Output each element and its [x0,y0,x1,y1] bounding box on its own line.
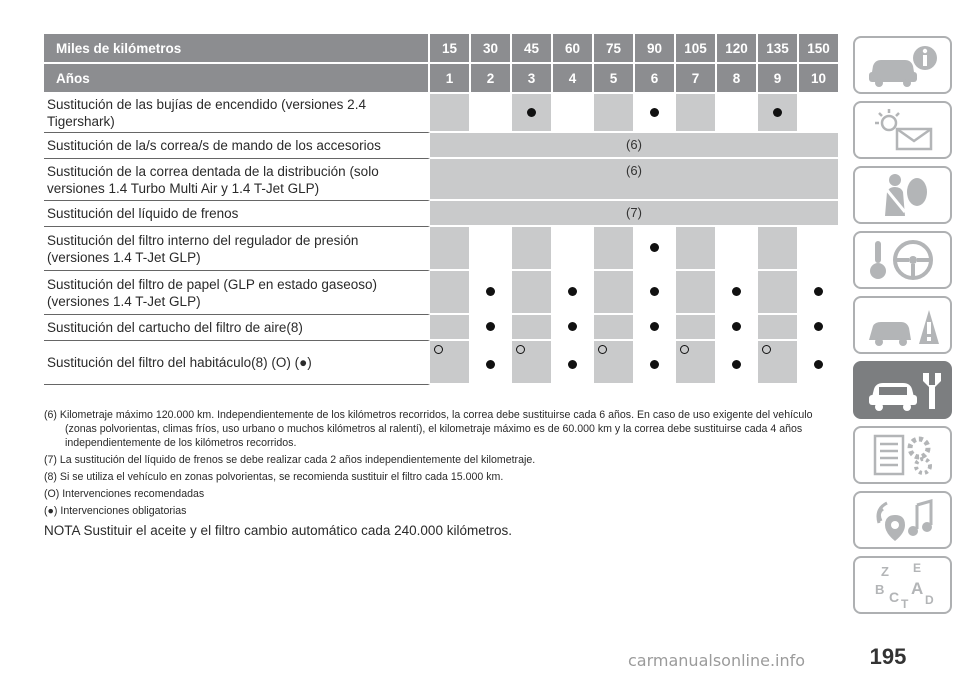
multimedia-icon [861,495,945,545]
header-kilometers-value: 150 [799,34,840,64]
header-kilometers-label: Miles de kilómetros [44,34,430,64]
schedule-cell [553,271,594,315]
tab-car-info[interactable] [853,36,952,94]
accident-triangle-icon [861,300,945,350]
header-kilometers-value: 105 [676,34,717,64]
header-years [44,64,840,94]
schedule-cell [717,271,758,315]
mandatory-dot-icon [773,108,782,117]
schedule-cell [717,94,758,133]
schedule-cell [553,341,594,385]
mandatory-dot-icon [814,322,823,331]
header-years-value: 1 [430,64,471,94]
schedule-cell [758,227,799,271]
index-letter: D [924,593,934,607]
interval-note-ref: (7) [430,201,840,227]
mandatory-dot-icon [732,360,741,369]
mandatory-dot-icon [650,243,659,252]
tab-emergency[interactable] [853,296,952,354]
index-letter: Z [880,564,889,579]
schedule-cell [676,341,717,385]
schedule-cell [676,315,717,341]
tab-maintenance[interactable] [853,361,952,419]
mandatory-dot-icon [527,108,536,117]
operation-label: Sustitución del líquido de frenos [44,201,430,227]
maintenance-schedule-table [44,34,840,385]
header-years-value: 5 [594,64,635,94]
footnote-6: (6) Kilometraje máximo 120.000 km. Independientemente de los kilómetros recorridos, la correa debe sustituirse cada 6 años. En caso de uso exigente del vehículo (zonas polvorientas, climas fríos, uso urbano o muchos kilómetros al ralentí), el kilometraje máximo es de 60.000 km y la correa debe sustituirse cada 4 años independientemente de los kilómetros recorridos. [44,409,813,449]
schedule-cell [594,341,635,385]
schedule-cell [553,227,594,271]
schedule-cell [799,315,840,341]
schedule-cell [594,227,635,271]
header-kilometers-value: 120 [717,34,758,64]
header-kilometers [44,34,840,64]
recommended-ring-icon [762,345,771,354]
operation-label: Sustitución de las bujías de encendido (versiones 2.4 Tigershark) [44,94,430,133]
schedule-cell [430,341,471,385]
seatbelt-airbag-icon [861,170,945,220]
footnote-7: (7) La sustitución del líquido de frenos se debe realizar cada 2 años independientemente del kilometraje. [44,454,536,466]
table-row [44,315,840,341]
car-info-icon [861,40,945,90]
recommended-ring-icon [516,345,525,354]
header-kilometers-value: 60 [553,34,594,64]
schedule-cell [758,271,799,315]
schedule-cell [594,94,635,133]
tab-driving[interactable] [853,231,952,289]
schedule-cell [512,94,553,133]
header-kilometers-value: 135 [758,34,799,64]
tab-specs[interactable] [853,426,952,484]
schedule-cell [512,341,553,385]
header-kilometers-value: 30 [471,34,512,64]
table-row [44,133,840,159]
tab-index[interactable] [853,556,952,614]
table-row [44,94,840,133]
index-letter: A [910,579,923,598]
specs-gears-icon [861,430,945,480]
schedule-cell [553,315,594,341]
header-kilometers-value: 75 [594,34,635,64]
schedule-cell [553,94,594,133]
schedule-cell [717,341,758,385]
mandatory-dot-icon [650,322,659,331]
schedule-cell [471,315,512,341]
schedule-cell [471,271,512,315]
table-row [44,227,840,271]
legend-recommended: (O) Intervenciones recomendadas [44,488,205,500]
header-years-value: 2 [471,64,512,94]
tab-safety[interactable] [853,166,952,224]
table-row [44,201,840,227]
recommended-ring-icon [598,345,607,354]
mandatory-dot-icon [486,287,495,296]
mandatory-dot-icon [650,287,659,296]
mandatory-dot-icon [568,287,577,296]
mandatory-dot-icon [650,360,659,369]
schedule-cell [676,271,717,315]
mandatory-dot-icon [568,360,577,369]
footnote-8: (8) Si se utiliza el vehículo en zonas polvorientas, se recomienda sustituir el filtro cada 15.000 km. [44,471,504,483]
schedule-cell [430,271,471,315]
recommended-ring-icon [434,345,443,354]
tab-warning-lights[interactable] [853,101,952,159]
header-years-label: Años [44,64,430,94]
schedule-cell [758,341,799,385]
schedule-cell [430,227,471,271]
schedule-cell [676,94,717,133]
schedule-cell [635,341,676,385]
schedule-cell [799,341,840,385]
header-years-value: 9 [758,64,799,94]
header-years-value: 8 [717,64,758,94]
schedule-cell [635,227,676,271]
schedule-cell [799,94,840,133]
car-wrench-icon [861,365,945,415]
interval-note-ref: (6) [430,133,840,159]
header-kilometers-value: 90 [635,34,676,64]
interval-note-ref: (6) [430,159,840,201]
mandatory-dot-icon [486,360,495,369]
schedule-cell [676,227,717,271]
schedule-cell [799,227,840,271]
mandatory-dot-icon [732,287,741,296]
schedule-cell [512,315,553,341]
schedule-cell [471,94,512,133]
operation-label: Sustitución de la/s correa/s de mando de los accesorios [44,133,430,159]
schedule-cell [717,227,758,271]
tab-multimedia[interactable] [853,491,952,549]
schedule-cell [758,315,799,341]
operation-label: Sustitución del filtro de papel (GLP en estado gaseoso) (versiones 1.4 T-Jet GLP) [44,271,430,315]
schedule-cell [430,94,471,133]
chapter-tabs [853,36,952,621]
header-years-value: 7 [676,64,717,94]
table-row [44,271,840,315]
operation-label: Sustitución del filtro interno del regulador de presión (versiones 1.4 T-Jet GLP) [44,227,430,271]
schedule-cell [799,271,840,315]
schedule-cell [635,271,676,315]
page-number: 195 [869,644,907,669]
schedule-cell [471,227,512,271]
operation-label: Sustitución del filtro del habitáculo(8) (O) (●) [44,341,430,385]
index-letter: E [912,561,921,575]
operation-label: Sustitución del cartucho del filtro de aire(8) [44,315,430,341]
header-years-value: 10 [799,64,840,94]
index-letter: T [900,597,908,610]
header-kilometers-value: 15 [430,34,471,64]
index-letter: C [888,589,899,605]
schedule-cell [594,315,635,341]
mandatory-dot-icon [814,287,823,296]
schedule-cell [594,271,635,315]
nota-text: NOTA Sustituir el aceite y el filtro cambio automático cada 240.000 kilómetros. [44,523,512,538]
mandatory-dot-icon [650,108,659,117]
schedule-cell [430,315,471,341]
schedule-cell [717,315,758,341]
table-row [44,341,840,385]
index-letter: B [874,582,884,597]
header-years-value: 3 [512,64,553,94]
schedule-cell [471,341,512,385]
schedule-cell [512,271,553,315]
header-years-value: 4 [553,64,594,94]
header-kilometers-value: 45 [512,34,553,64]
recommended-ring-icon [680,345,689,354]
footnotes [44,408,840,542]
mandatory-dot-icon [568,322,577,331]
warning-lights-icon [861,105,945,155]
operation-label: Sustitución de la correa dentada de la distribución (solo versiones 1.4 Turbo Multi Air y 1.4 T-Jet GLP) [44,159,430,201]
watermark-text: carmanualsonline.info [628,651,806,670]
schedule-cell [635,315,676,341]
header-years-value: 6 [635,64,676,94]
table-row [44,159,840,201]
alphabetical-index-icon [861,560,945,610]
legend-mandatory: (●) Intervenciones obligatorias [44,505,187,517]
mandatory-dot-icon [814,360,823,369]
schedule-cell [758,94,799,133]
schedule-cell [635,94,676,133]
steering-wheel-key-icon [861,235,945,285]
schedule-cell [512,227,553,271]
mandatory-dot-icon [486,322,495,331]
mandatory-dot-icon [732,322,741,331]
